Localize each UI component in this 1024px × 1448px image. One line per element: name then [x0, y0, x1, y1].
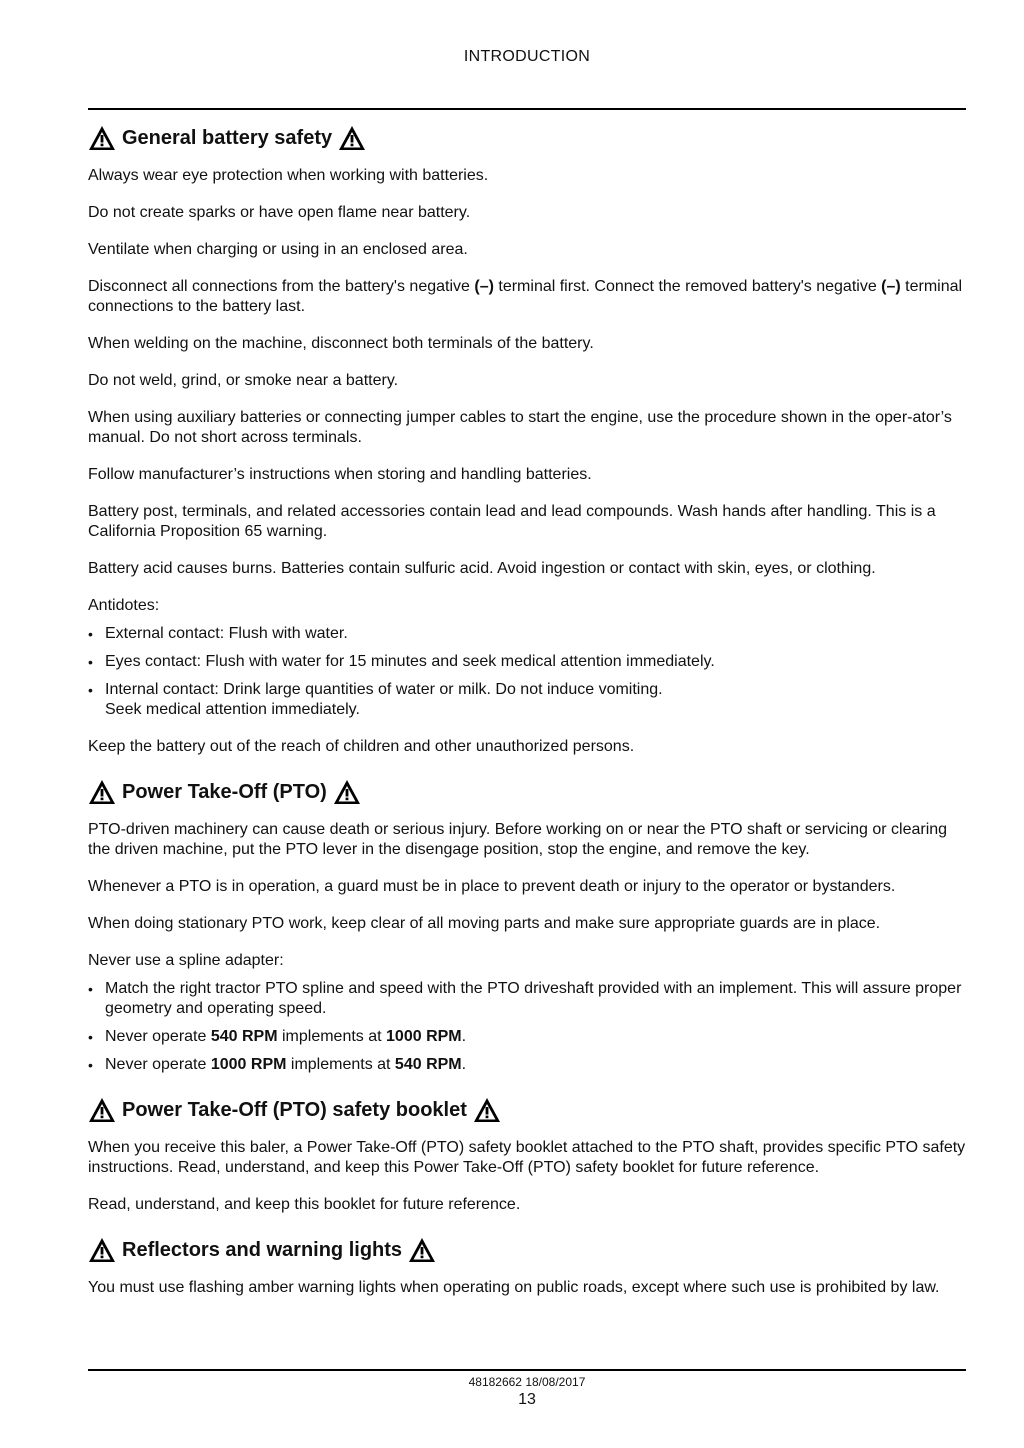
text-run: Never operate — [105, 1028, 211, 1045]
section-pto-booklet — [88, 1092, 966, 1215]
paragraph: Battery acid causes burns. Batteries contain sulfuric acid. Avoid ingestion or contact with skin, eyes, or clothing. — [88, 560, 876, 577]
footer-divider — [88, 1369, 966, 1371]
paragraph: When doing stationary PTO work, keep clear of all moving parts and make sure appropriate guards are in place. — [88, 915, 881, 932]
paragraph: Battery post, terminals, and related accessories contain lead and lead compounds. Wash hands after handling. This is a California Proposition 65 warning. — [88, 503, 936, 540]
paragraph: Always wear eye protection when working with batteries. — [88, 167, 489, 184]
text-run: terminal first. Connect the removed battery's negative — [493, 278, 882, 295]
list-item — [88, 1027, 966, 1047]
warning-triangle-icon — [88, 779, 116, 805]
list-item: • External contact: Flush with water. — [88, 624, 966, 644]
list-item — [88, 680, 966, 720]
paragraph: Whenever a PTO is in operation, a guard must be in place to prevent death or injury to the operator or bystanders. — [88, 878, 896, 895]
text-run: . — [461, 1028, 467, 1045]
paragraph: Follow manufacturer’s instructions when storing and handling batteries. — [88, 466, 592, 483]
text-run: . — [461, 1056, 467, 1073]
list-item: • Match the right tractor PTO spline and speed with the PTO driveshaft provided with an implement. This will assure proper geometry and operating speed. — [88, 979, 966, 1019]
paragraph: You must use flashing amber warning lights when operating on public roads, except where such use is prohibited by law. — [88, 1279, 940, 1296]
text-run: terminal connections to the battery last. — [88, 278, 963, 315]
paragraph: When you receive this baler, a Power Take-Off (PTO) safety booklet attached to the PTO shaft, provides specific PTO safety instructions. Read, understand, and keep this Power Take-Off (PTO) safety booklet for future reference. — [88, 1139, 966, 1176]
section-heading — [88, 1232, 966, 1268]
paragraph: PTO-driven machinery can cause death or serious injury. Before working on or near the PTO shaft or servicing or clearing the driven machine, put the PTO lever in the disengage position, stop the engine, and remove the key. — [88, 821, 948, 858]
paragraph: Ventilate when charging or using in an enclosed area. — [88, 241, 468, 258]
paragraph: When using auxiliary batteries or connecting jumper cables to start the engine, use the procedure shown in the oper-ator’s manual. Do not short across terminals. — [88, 409, 952, 446]
section-heading — [88, 774, 966, 810]
warning-triangle-icon — [88, 125, 116, 151]
page-number: 13 — [518, 1391, 536, 1408]
text-run: implements at — [277, 1028, 387, 1045]
warning-triangle-icon — [88, 1097, 116, 1123]
warning-triangle-icon — [88, 1237, 116, 1263]
list-item-line: Seek medical attention immediately. — [105, 701, 360, 718]
negative-terminal-symbol: (–) — [474, 278, 494, 295]
rpm-value: 540 RPM — [394, 1056, 462, 1073]
rpm-value: 1000 RPM — [386, 1028, 462, 1045]
warning-triangle-icon — [333, 779, 361, 805]
page-content — [88, 120, 966, 1315]
antidotes-label: Antidotes: — [88, 597, 160, 614]
paragraph: Never use a spline adapter: — [88, 952, 284, 969]
warning-triangle-icon — [408, 1237, 436, 1263]
paragraph: Do not weld, grind, or smoke near a battery. — [88, 372, 399, 389]
warning-triangle-icon — [473, 1097, 501, 1123]
section-pto — [88, 774, 966, 1075]
text-run: Never operate — [105, 1056, 211, 1073]
paragraph-disconnect — [88, 277, 966, 317]
pto-list — [88, 979, 966, 1075]
page-header-title: INTRODUCTION — [463, 48, 591, 65]
footer-document-id: 48182662 18/08/2017 — [468, 1375, 586, 1389]
rpm-value: 540 RPM — [210, 1028, 278, 1045]
paragraph: When welding on the machine, disconnect both terminals of the battery. — [88, 335, 594, 352]
section-reflectors — [88, 1232, 966, 1298]
text-run: implements at — [286, 1056, 395, 1073]
antidotes-list — [88, 624, 966, 720]
header-divider — [88, 108, 966, 110]
section-heading — [88, 120, 966, 156]
section-heading — [88, 1092, 966, 1128]
list-item: • Eyes contact: Flush with water for 15 minutes and seek medical attention immediately. — [88, 652, 966, 672]
negative-terminal-symbol: (–) — [881, 278, 901, 295]
warning-triangle-icon — [338, 125, 366, 151]
section-title: General battery safety — [122, 127, 333, 149]
list-item-line: Internal contact: Drink large quantities of water or milk. Do not induce vomiting. — [105, 681, 663, 698]
section-title: Power Take-Off (PTO) — [122, 781, 327, 803]
paragraph: Read, understand, and keep this booklet for future reference. — [88, 1196, 521, 1213]
list-item — [88, 1055, 966, 1075]
paragraph: Keep the battery out of the reach of children and other unauthorized persons. — [88, 738, 635, 755]
section-battery-safety — [88, 120, 966, 757]
section-title: Reflectors and warning lights — [122, 1239, 403, 1261]
rpm-value: 1000 RPM — [210, 1056, 287, 1073]
text-run: Disconnect all connections from the battery's negative — [88, 278, 475, 295]
paragraph: Do not create sparks or have open flame near battery. — [88, 204, 471, 221]
section-title: Power Take-Off (PTO) safety booklet — [122, 1099, 467, 1121]
